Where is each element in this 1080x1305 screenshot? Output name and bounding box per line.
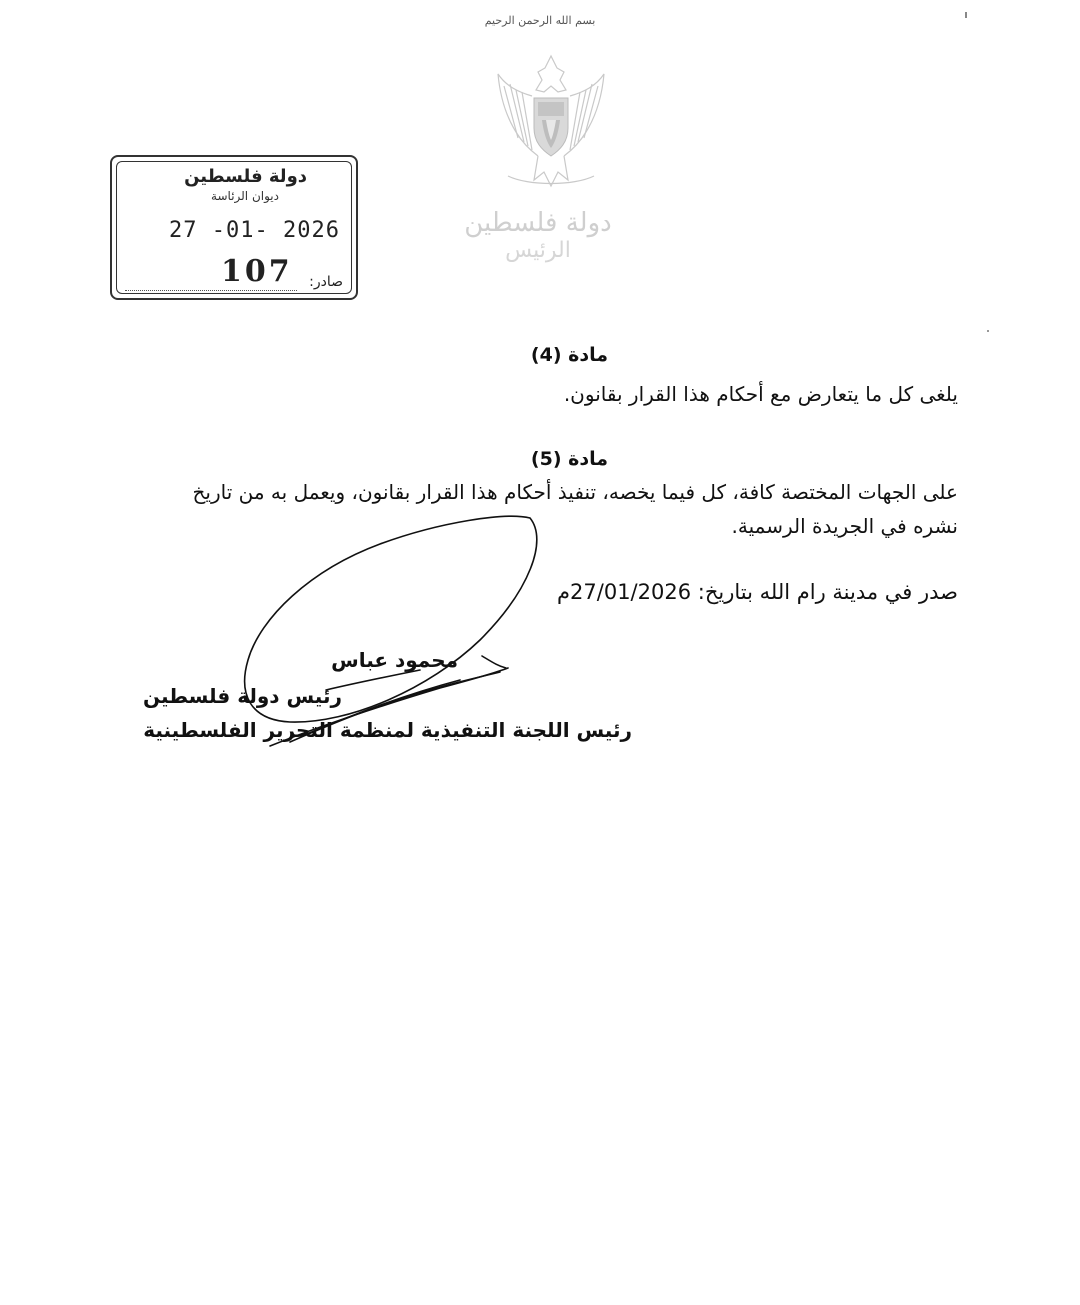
article-5-line-1: على الجهات المختصة كافة، كل فيما يخصه، تنفيذ أحكام هذا القرار بقانون، ويعمل به من تاريخ (192, 480, 958, 504)
emblem-caption-state: دولة فلسطين (464, 208, 612, 238)
article-5-line-2: نشره في الجريدة الرسمية. (731, 514, 958, 538)
signatory-title-1: رئيس دولة فلسطين (143, 684, 342, 708)
article-5-title: مادة (5) (530, 448, 608, 470)
issuance-line: صدر في مدينة رام الله بتاريخ: 27/01/2026م (557, 580, 958, 604)
stamp-organization: دولة فلسطين (184, 166, 307, 187)
signatory-name: محمود عباس (331, 648, 458, 672)
stamp-inner-border (116, 161, 352, 294)
stamp-department: ديوان الرئاسة (211, 189, 279, 203)
signatory-title-2: رئيس اللجنة التنفيذية لمنظمة التحرير الفلسطينية (143, 718, 632, 742)
stamp-number: 107 (221, 254, 293, 289)
emblem-caption (448, 208, 628, 264)
palestine-emblem-icon (488, 46, 614, 196)
article-4-line-1: يلغى كل ما يتعارض مع أحكام هذا القرار بقانون. (563, 382, 958, 406)
stamp-dotted-line (125, 290, 297, 291)
registry-stamp (110, 155, 358, 300)
emblem-caption-president: الرئيس (505, 238, 571, 263)
article-4-body (564, 380, 958, 408)
basmala: بسم الله الرحمن الرحيم (484, 14, 596, 27)
scan-mark (965, 12, 967, 18)
stamp-date: 27 -01- 2026 (169, 218, 340, 243)
scan-dot (987, 330, 989, 332)
stamp-outgoing-label: صادر: (309, 274, 343, 290)
article-4-title: مادة (4) (530, 344, 608, 366)
